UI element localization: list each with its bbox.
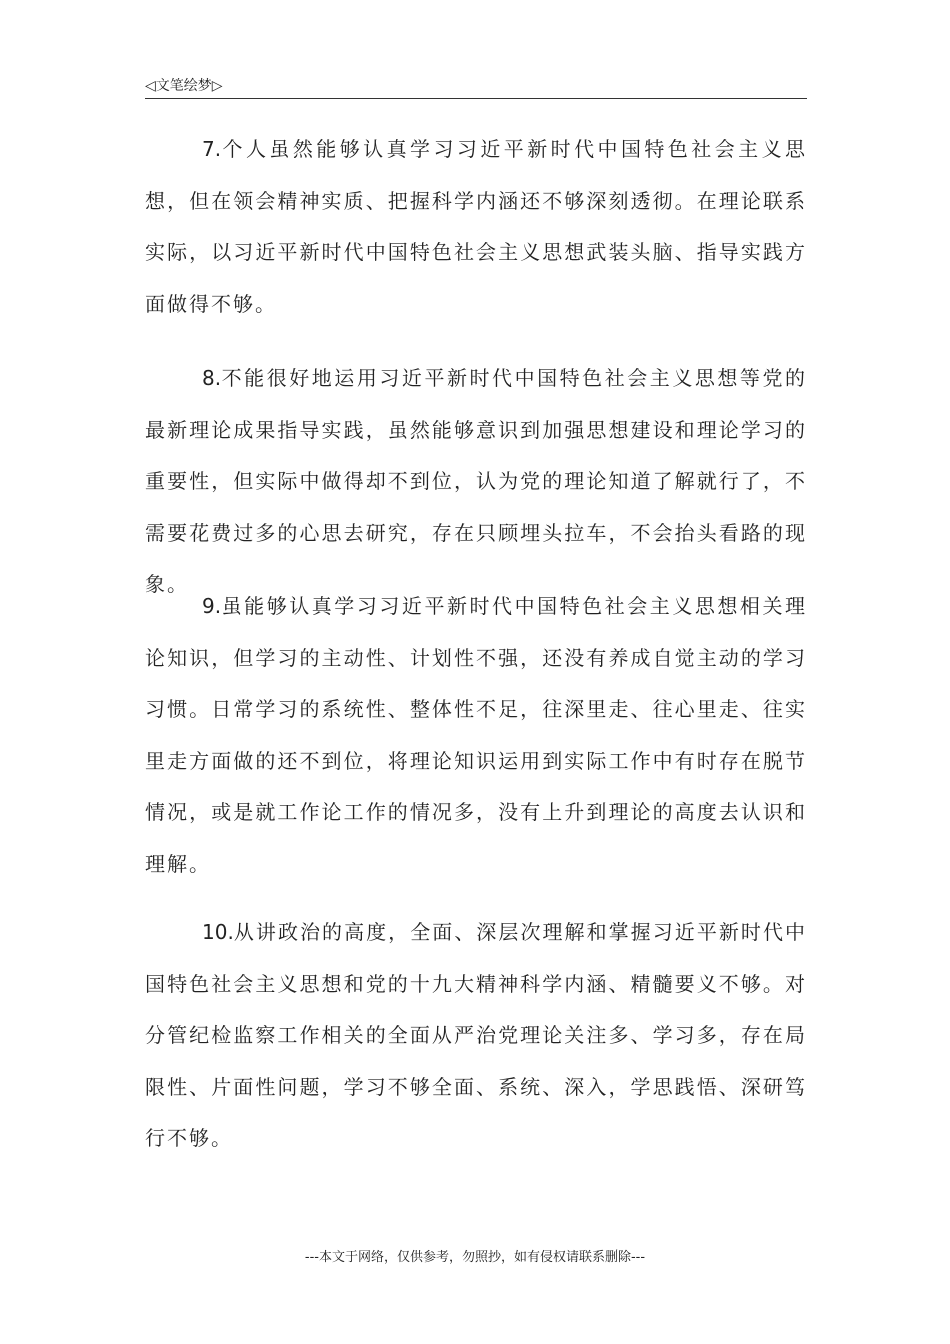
paragraph-number: 7. [202,137,222,161]
paragraph-number: 8. [202,366,222,390]
paragraph-10 [145,907,807,1165]
paragraph-text: 虽能够认真学习习近平新时代中国特色社会主义思想相关理论知识，但学习的主动性、计划性不强，还没有养成自觉主动的学习习惯。日常学习的系统性、整体性不足，往深里走、往心里走、往实里走方面做的还不到位，将理论知识运用到实际工作中有时存在脱节情况，或是就工作论工作的情况多，没有上升到理论的高度去认识和理解。 [145,594,807,876]
paragraph-text: 个人虽然能够认真学习习近平新时代中国特色社会主义思想，但在领会精神实质、把握科学内涵还不够深刻透彻。在理论联系实际，以习近平新时代中国特色社会主义思想武装头脑、指导实践方面做得不够。 [145,137,807,316]
paragraph-9 [145,581,807,891]
header-title: ◁文笔绘梦▷ [145,78,223,94]
paragraph-number: 10. [202,920,234,944]
paragraph-text: 从讲政治的高度，全面、深层次理解和掌握习近平新时代中国特色社会主义思想和党的十九大精神科学内涵、精髓要义不够。对分管纪检监察工作相关的全面从严治党理论关注多、学习多，存在局限性、片面性问题，学习不够全面、系统、深入，学思践悟、深研笃行不够。 [145,920,807,1151]
paragraph-text: 不能很好地运用习近平新时代中国特色社会主义思想等党的最新理论成果指导实践，虽然能够意识到加强思想建设和理论学习的重要性，但实际中做得却不到位，认为党的理论知道了解就行了，不需要花费过多的心思去研究，存在只顾埋头拉车，不会抬头看路的现象。 [145,366,807,597]
paragraph-8 [145,353,807,611]
paragraph-number: 9. [202,594,222,618]
page-footer: ---本文于网络，仅供参考，勿照抄，如有侵权请联系删除--- [304,1250,646,1265]
page-header [145,73,807,99]
paragraph-7 [145,124,807,330]
